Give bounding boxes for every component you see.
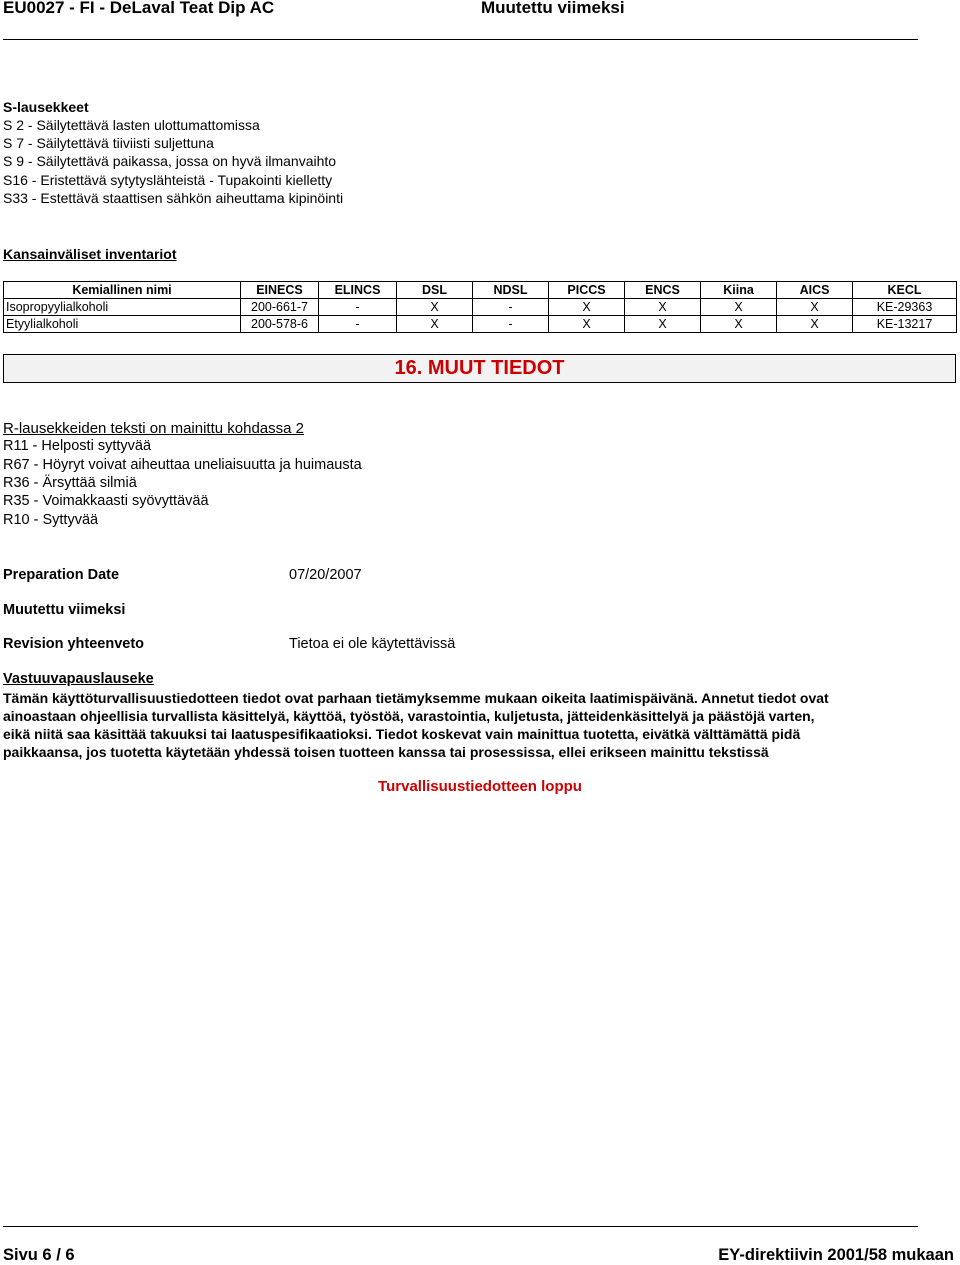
table-cell: - [473, 316, 549, 333]
table-cell: X [625, 299, 701, 316]
table-cell: 200-578-6 [241, 316, 319, 333]
column-header: PICCS [549, 282, 625, 299]
table-cell: X [549, 316, 625, 333]
table-cell: X [777, 299, 853, 316]
table-header-row [4, 282, 957, 299]
disclaimer-line: ainoastaan ohjeellisia turvallista käsittelyä, käyttöä, työstöä, varastointia, kuljetusta, jätteidenkäsittelyä ja päästöjä varten, [3, 708, 815, 724]
section-16-banner [3, 354, 956, 383]
inventory-table [3, 281, 957, 333]
revised-label: Muutettu viimeksi [3, 602, 126, 618]
table-cell: X [701, 316, 777, 333]
revision-summary-label: Revision yhteenveto [3, 636, 145, 652]
table-cell: - [319, 316, 397, 333]
r-phrase-item: R10 - Syttyvää [3, 512, 99, 528]
table-row [4, 299, 957, 316]
s-phrases-title: S-lausekkeet [3, 99, 89, 115]
r-phrase-item: R36 - Ärsyttää silmiä [3, 475, 137, 491]
r-phrase-item: R11 - Helposti syttyvää [3, 438, 152, 454]
table-cell: X [397, 299, 473, 316]
disclaimer-line: Tämän käyttöturvallisuustiedotteen tiedot ovat parhaan tietämyksemme mukaan oikeita laatimispäivänä. Annetut tiedot ovat [3, 690, 829, 706]
table-cell: KE-29363 [853, 299, 957, 316]
column-header: NDSL [473, 282, 549, 299]
preparation-date-value: 07/20/2007 [289, 567, 362, 583]
page-number: Sivu 6 / 6 [3, 1246, 75, 1264]
revision-summary-value: Tietoa ei ole käytettävissä [289, 636, 456, 652]
table-cell: 200-661-7 [241, 299, 319, 316]
r-phrase-item: R67 - Höyryt voivat aiheuttaa uneliaisuutta ja huimausta [3, 457, 362, 473]
inventories-title: Kansainväliset inventariot [3, 246, 177, 262]
column-header: KECL [853, 282, 957, 299]
header-divider [3, 39, 918, 40]
directive-reference: EY-direktiivin 2001/58 mukaan [718, 1246, 954, 1264]
disclaimer-text [3, 689, 948, 761]
footer-divider [3, 1226, 918, 1227]
table-cell: X [777, 316, 853, 333]
table-cell: X [625, 316, 701, 333]
column-header: ENCS [625, 282, 701, 299]
disclaimer-line: paikkaansa, jos tuotetta käytetään yhdessä toisen tuotteen kanssa tai prosessissa, ellei erikseen mainittu tekstissä [3, 744, 769, 760]
s-phrase-item: S 2 - Säilytettävä lasten ulottumattomissa [3, 117, 260, 133]
table-cell: KE-13217 [853, 316, 957, 333]
table-cell: Etyylialkoholi [4, 316, 241, 333]
table-cell: X [397, 316, 473, 333]
column-header: ELINCS [319, 282, 397, 299]
table-cell: - [319, 299, 397, 316]
column-header: EINECS [241, 282, 319, 299]
r-phrases-title: R-lausekkeiden teksti on mainittu kohdassa 2 [3, 420, 304, 437]
table-cell: - [473, 299, 549, 316]
r-phrase-item: R35 - Voimakkaasti syövyttävää [3, 493, 209, 509]
section-16-title: 16. MUUT TIEDOT [394, 357, 565, 379]
disclaimer-line: eikä niitä saa käsittää takuuksi tai laatuspesifikaatioksi. Tiedot koskevat vain mainittua tuotetta, eivätkä välttämättä pidä [3, 726, 801, 742]
header-revised-label: Muutettu viimeksi [481, 0, 625, 17]
end-of-document-note: Turvallisuustiedotteen loppu [378, 778, 582, 795]
preparation-date-label: Preparation Date [3, 567, 120, 583]
table-cell: Isopropyylialkoholi [4, 299, 241, 316]
s-phrase-item: S16 - Eristettävä sytytyslähteistä - Tupakointi kielletty [3, 172, 333, 188]
s-phrase-item: S 9 - Säilytettävä paikassa, jossa on hyvä ilmanvaihto [3, 153, 337, 169]
disclaimer-title: Vastuuvapauslauseke [3, 671, 154, 687]
column-header: Kemiallinen nimi [4, 282, 241, 299]
column-header: DSL [397, 282, 473, 299]
table-cell: X [701, 299, 777, 316]
table-cell: X [549, 299, 625, 316]
table-row [4, 316, 957, 333]
column-header: AICS [777, 282, 853, 299]
column-header: Kiina [701, 282, 777, 299]
s-phrase-item: S 7 - Säilytettävä tiiviisti suljettuna [3, 135, 214, 151]
document-id: EU0027 - FI - DeLaval Teat Dip AC [3, 0, 275, 17]
s-phrase-item: S33 - Estettävä staattisen sähkön aiheuttama kipinöinti [3, 190, 344, 206]
